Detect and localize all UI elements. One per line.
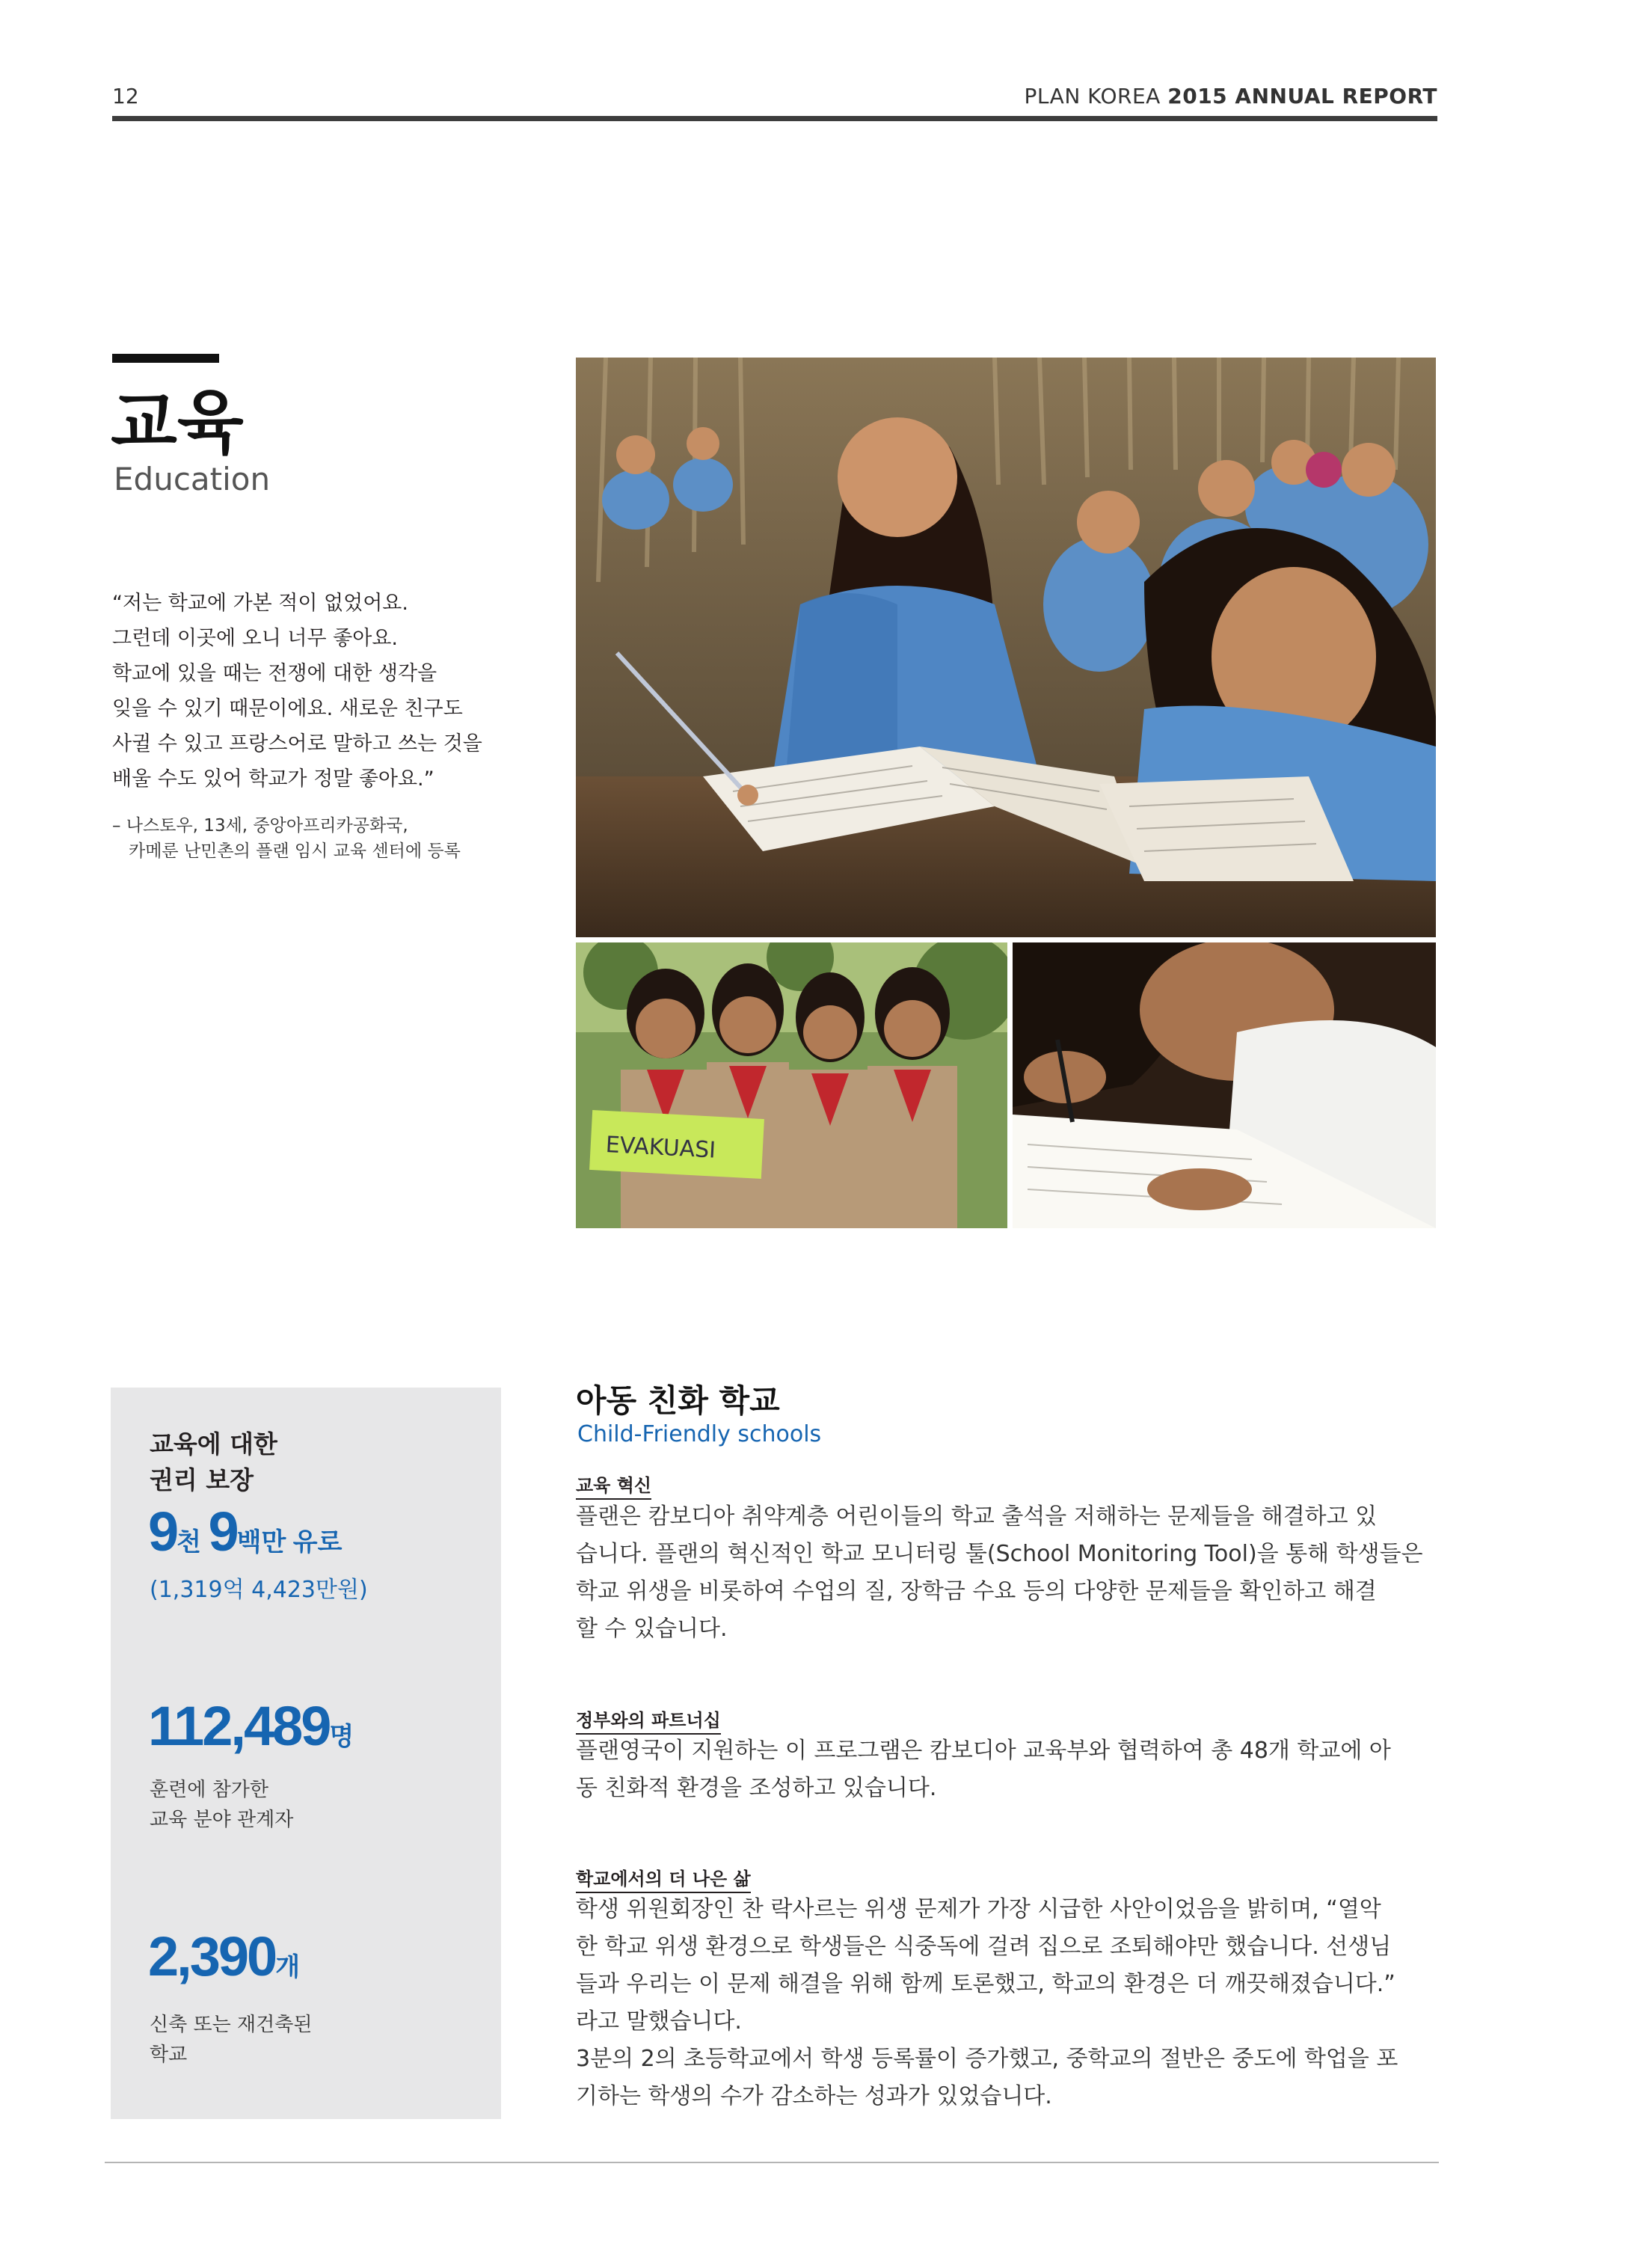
paragraph-line: 동 친화적 환경을 조성하고 있습니다. (576, 1775, 937, 1801)
schools-num: 2,390 (148, 1925, 276, 1987)
paragraph-line: 습니다. 플랜의 혁신적인 학교 모니터링 툴(School Monitoring Tool)을 통해 학생들은 (576, 1541, 1423, 1567)
footer-rule (105, 2162, 1439, 2163)
schools-label-line: 신축 또는 재건축된 (150, 2014, 313, 2036)
paragraph-line: 들과 우리는 이 문제 해결을 위해 함께 토론했고, 학교의 환경은 더 깨끗해졌습니다.” (576, 1971, 1395, 1997)
trained-label-line: 교육 분야 관계자 (150, 1809, 294, 1831)
quote-attribution (112, 813, 501, 864)
paragraph-line: 학생 위원회장인 찬 락사르는 위생 문제가 가장 시급한 사안이었음을 밝히며, “열악 (576, 1896, 1381, 1922)
schools-label-line: 학교 (150, 2044, 188, 2066)
paragraph-line: 플랜영국이 지원하는 이 프로그램은 캄보디아 교육부와 협력하여 총 48개 학교에 아 (576, 1738, 1391, 1764)
quote-line: 학교에 있을 때는 전쟁에 대한 생각을 (112, 662, 437, 685)
quote-line: 그런데 이곳에 오니 너무 좋아요. (112, 627, 398, 650)
attribution-line: 카메룬 난민촌의 플랜 임시 교육 센터에 등록 (129, 842, 461, 861)
attribution-line: – 나스토우, 13세, 중앙아프리카공화국, (112, 816, 408, 836)
subsection-heading: 교육 혁신 (576, 1471, 651, 1500)
subsection-paragraph (576, 1891, 1436, 2115)
budget-unit: 천 (176, 1528, 209, 1557)
quote-line: 배울 수도 있어 학교가 정말 좋아요.” (112, 767, 435, 791)
pull-quote (112, 586, 501, 797)
running-head-report: 2015 ANNUAL REPORT (1167, 84, 1437, 108)
writing-student-photo (1013, 942, 1436, 1228)
paragraph-line: 기하는 학생의 수가 감소하는 성과가 있었습니다. (576, 2083, 1052, 2109)
running-head (1025, 84, 1437, 108)
classroom-photo (576, 358, 1436, 937)
quote-line: 사귈 수 있고 프랑스어로 말하고 쓰는 것을 (112, 732, 482, 755)
paragraph-line: 플랜은 캄보디아 취약계층 어린이들의 학교 출석을 저해하는 문제들을 해결하고 있 (576, 1503, 1378, 1530)
paragraph-line: 할 수 있습니다. (576, 1616, 728, 1642)
subsection-paragraph (576, 1498, 1436, 1648)
schools-unit: 개 (275, 1953, 301, 1981)
trained-num: 112,489 (148, 1695, 330, 1757)
budget-unit: 백만 유로 (236, 1528, 343, 1557)
header-rule (112, 116, 1437, 121)
subsection-heading: 학교에서의 더 나은 삶 (576, 1864, 751, 1893)
quote-line: “저는 학교에 가본 적이 없었어요. (112, 592, 408, 615)
evakuasi-sign-text: EVAKUASI (604, 1132, 716, 1164)
schools-label (150, 2010, 312, 2070)
trained-unit: 명 (329, 1723, 354, 1751)
page-number: 12 (112, 84, 139, 108)
stats-heading (150, 1426, 277, 1498)
scouts-photo (576, 942, 1007, 1228)
section-title: 교육 (111, 383, 244, 463)
section-subtitle: Education (114, 461, 271, 497)
running-head-org: PLAN KOREA (1024, 84, 1168, 108)
paragraph-line: 3분의 2의 초등학교에서 학생 등록률이 증가했고, 중학교의 절반은 중도에 학업을 포 (576, 2046, 1398, 2072)
subsection-heading: 정부와의 파트너십 (576, 1705, 721, 1735)
stats-heading-line: 교육에 대한 (150, 1429, 277, 1459)
paragraph-line: 학교 위생을 비롯하여 수업의 질, 장학금 수요 등의 다양한 문제들을 확인하고 해결 (576, 1578, 1377, 1604)
title-accent-bar (112, 354, 219, 363)
trained-label-line: 훈련에 참가한 (150, 1779, 268, 1801)
budget-num: 9 (208, 1500, 237, 1563)
subsection-paragraph (576, 1732, 1436, 1807)
trained-label (150, 1775, 293, 1835)
article-subtitle: Child-Friendly schools (577, 1421, 822, 1447)
stats-heading-line: 권리 보장 (150, 1465, 254, 1495)
budget-krw: (1,319억 4,423만원) (150, 1577, 368, 1603)
paragraph-line: 한 학교 위생 환경으로 학생들은 식중독에 걸려 집으로 조퇴해야만 했습니다. 선생님 (576, 1934, 1392, 1960)
article-title: 아동 친화 학교 (576, 1382, 780, 1419)
schools-stat (148, 1925, 300, 1988)
quote-line: 잊을 수 있기 때문이에요. 새로운 친구도 (112, 697, 463, 720)
stats-box (111, 1388, 501, 2119)
budget-stat (148, 1500, 342, 1563)
trained-stat (148, 1694, 354, 1758)
paragraph-line: 라고 말했습니다. (576, 2008, 742, 2035)
budget-num: 9 (148, 1500, 177, 1563)
